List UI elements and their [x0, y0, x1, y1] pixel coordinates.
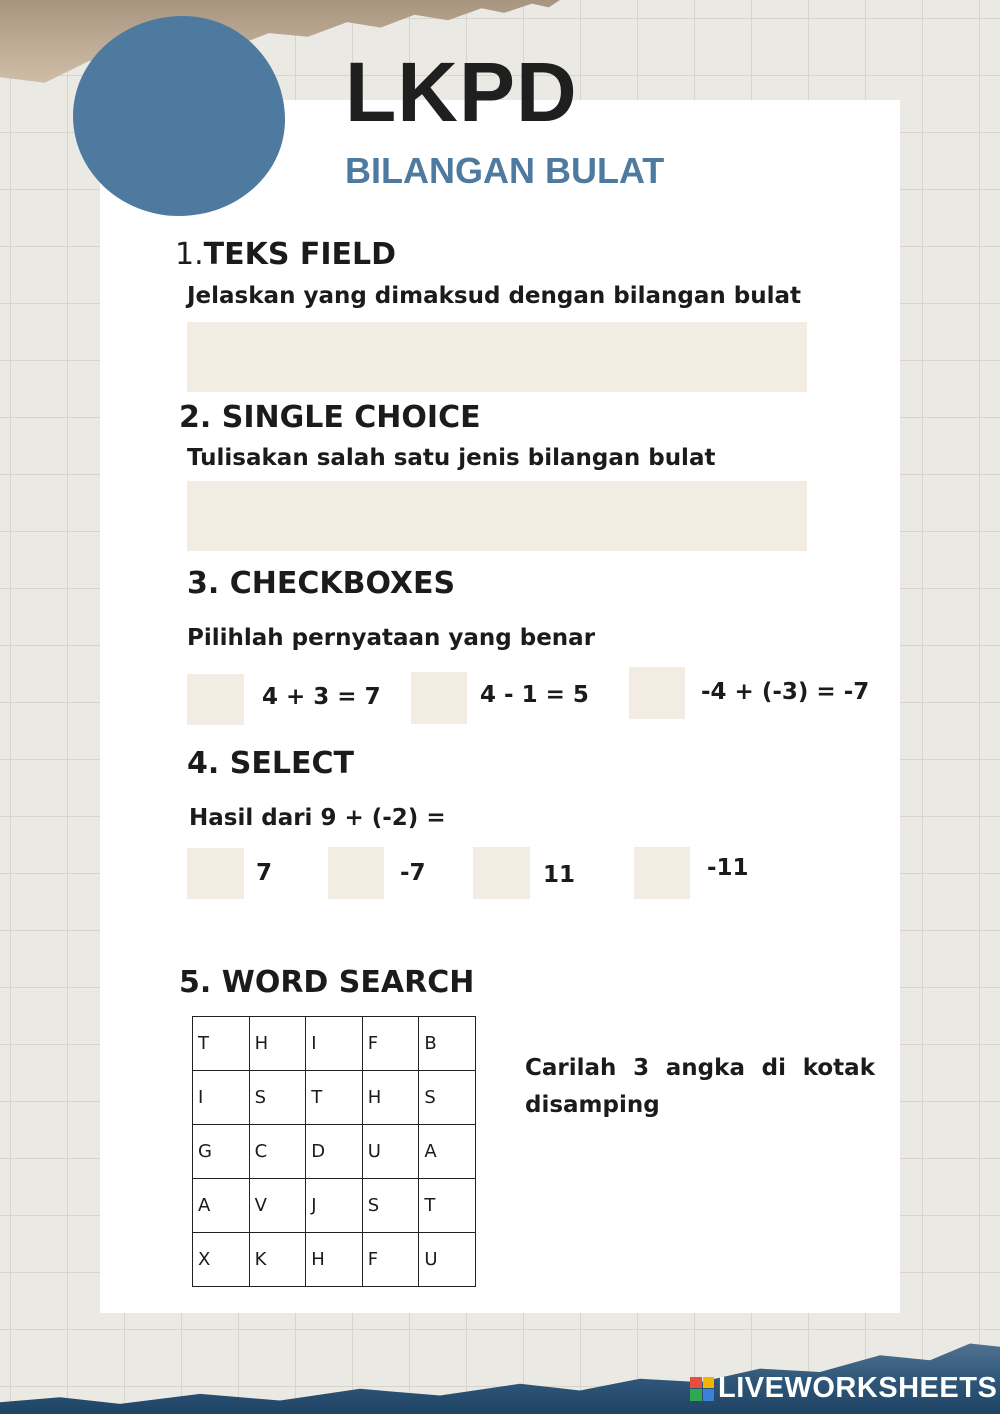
section-2-number: 2. [179, 400, 212, 435]
grid-cell[interactable]: H [306, 1233, 363, 1287]
grid-cell[interactable]: S [362, 1179, 419, 1233]
section-3-heading [187, 566, 456, 601]
checkbox-option-3-label: -4 + (-3) = -7 [701, 679, 870, 705]
section-3-number: 3. [187, 566, 220, 601]
section-3-title: CHECKBOXES [229, 566, 456, 601]
checkbox-option-3[interactable] [629, 667, 685, 719]
checkbox-option-1[interactable] [187, 674, 244, 725]
grid-cell[interactable]: V [249, 1179, 306, 1233]
word-search-instruction: Carilah 3 angka di kotak disamping [525, 1055, 875, 1118]
checkbox-option-1-label: 4 + 3 = 7 [262, 684, 381, 710]
grid-cell[interactable]: I [193, 1071, 250, 1125]
grid-cell[interactable]: T [419, 1179, 476, 1233]
section-4-question: Hasil dari 9 + (-2) = [189, 805, 446, 831]
grid-cell[interactable]: H [249, 1017, 306, 1071]
grid-row [193, 1071, 476, 1125]
grid-cell[interactable]: G [193, 1125, 250, 1179]
section-2-question: Tulisakan salah satu jenis bilangan bulat [187, 445, 716, 471]
grid-row [193, 1125, 476, 1179]
section-5-number: 5. [179, 965, 212, 1000]
section-4-title: SELECT [229, 746, 354, 781]
grid-cell[interactable]: T [193, 1017, 250, 1071]
grid-cell[interactable]: K [249, 1233, 306, 1287]
section-1-title: TEKS FIELD [203, 237, 397, 272]
select-option-3-label: 11 [543, 862, 576, 888]
select-option-3[interactable] [473, 847, 530, 899]
liveworksheets-logo-icon [690, 1377, 714, 1401]
blue-paint-blob [73, 16, 285, 216]
select-option-4[interactable] [634, 847, 690, 899]
grid-cell[interactable]: S [419, 1071, 476, 1125]
grid-row [193, 1017, 476, 1071]
grid-cell[interactable]: I [306, 1017, 363, 1071]
grid-cell[interactable]: H [362, 1071, 419, 1125]
grid-cell[interactable]: S [249, 1071, 306, 1125]
section-4-heading [187, 746, 354, 781]
select-option-2[interactable] [328, 847, 384, 899]
text-answer-field-2[interactable] [187, 481, 807, 551]
select-option-2-label: -7 [400, 860, 426, 886]
grid-row [193, 1179, 476, 1233]
liveworksheets-brand[interactable] [690, 1374, 997, 1403]
checkbox-option-2[interactable] [411, 672, 467, 724]
grid-cell[interactable]: U [362, 1125, 419, 1179]
section-1-heading [175, 237, 397, 272]
grid-cell[interactable]: J [306, 1179, 363, 1233]
section-2-heading [179, 400, 481, 435]
section-3-question: Pilihlah pernyataan yang benar [187, 625, 596, 651]
select-option-4-label: -11 [707, 855, 749, 881]
text-answer-field-1[interactable] [187, 322, 807, 392]
grid-cell[interactable]: F [362, 1017, 419, 1071]
grid-cell[interactable]: F [362, 1233, 419, 1287]
grid-cell[interactable]: A [193, 1179, 250, 1233]
section-4-number: 4. [187, 746, 220, 781]
section-2-title: SINGLE CHOICE [221, 400, 481, 435]
grid-cell[interactable]: B [419, 1017, 476, 1071]
grid-cell[interactable]: D [306, 1125, 363, 1179]
grid-cell[interactable]: A [419, 1125, 476, 1179]
grid-row [193, 1233, 476, 1287]
section-5-heading [179, 965, 475, 1000]
section-1-number: 1. [175, 237, 204, 272]
select-option-1[interactable] [187, 848, 244, 899]
checkbox-option-2-label: 4 - 1 = 5 [480, 682, 589, 708]
section-1-question: Jelaskan yang dimaksud dengan bilangan bulat [187, 283, 802, 309]
grid-cell[interactable]: U [419, 1233, 476, 1287]
select-option-1-label: 7 [256, 860, 273, 886]
word-search-grid [192, 1016, 476, 1287]
grid-cell[interactable]: X [193, 1233, 250, 1287]
page-subtitle: BILANGAN BULAT [345, 150, 665, 191]
page-title: LKPD [345, 45, 578, 139]
grid-cell[interactable]: C [249, 1125, 306, 1179]
brand-name: LIVEWORKSHEETS [718, 1372, 998, 1404]
section-5-title: WORD SEARCH [221, 965, 475, 1000]
grid-cell[interactable]: T [306, 1071, 363, 1125]
